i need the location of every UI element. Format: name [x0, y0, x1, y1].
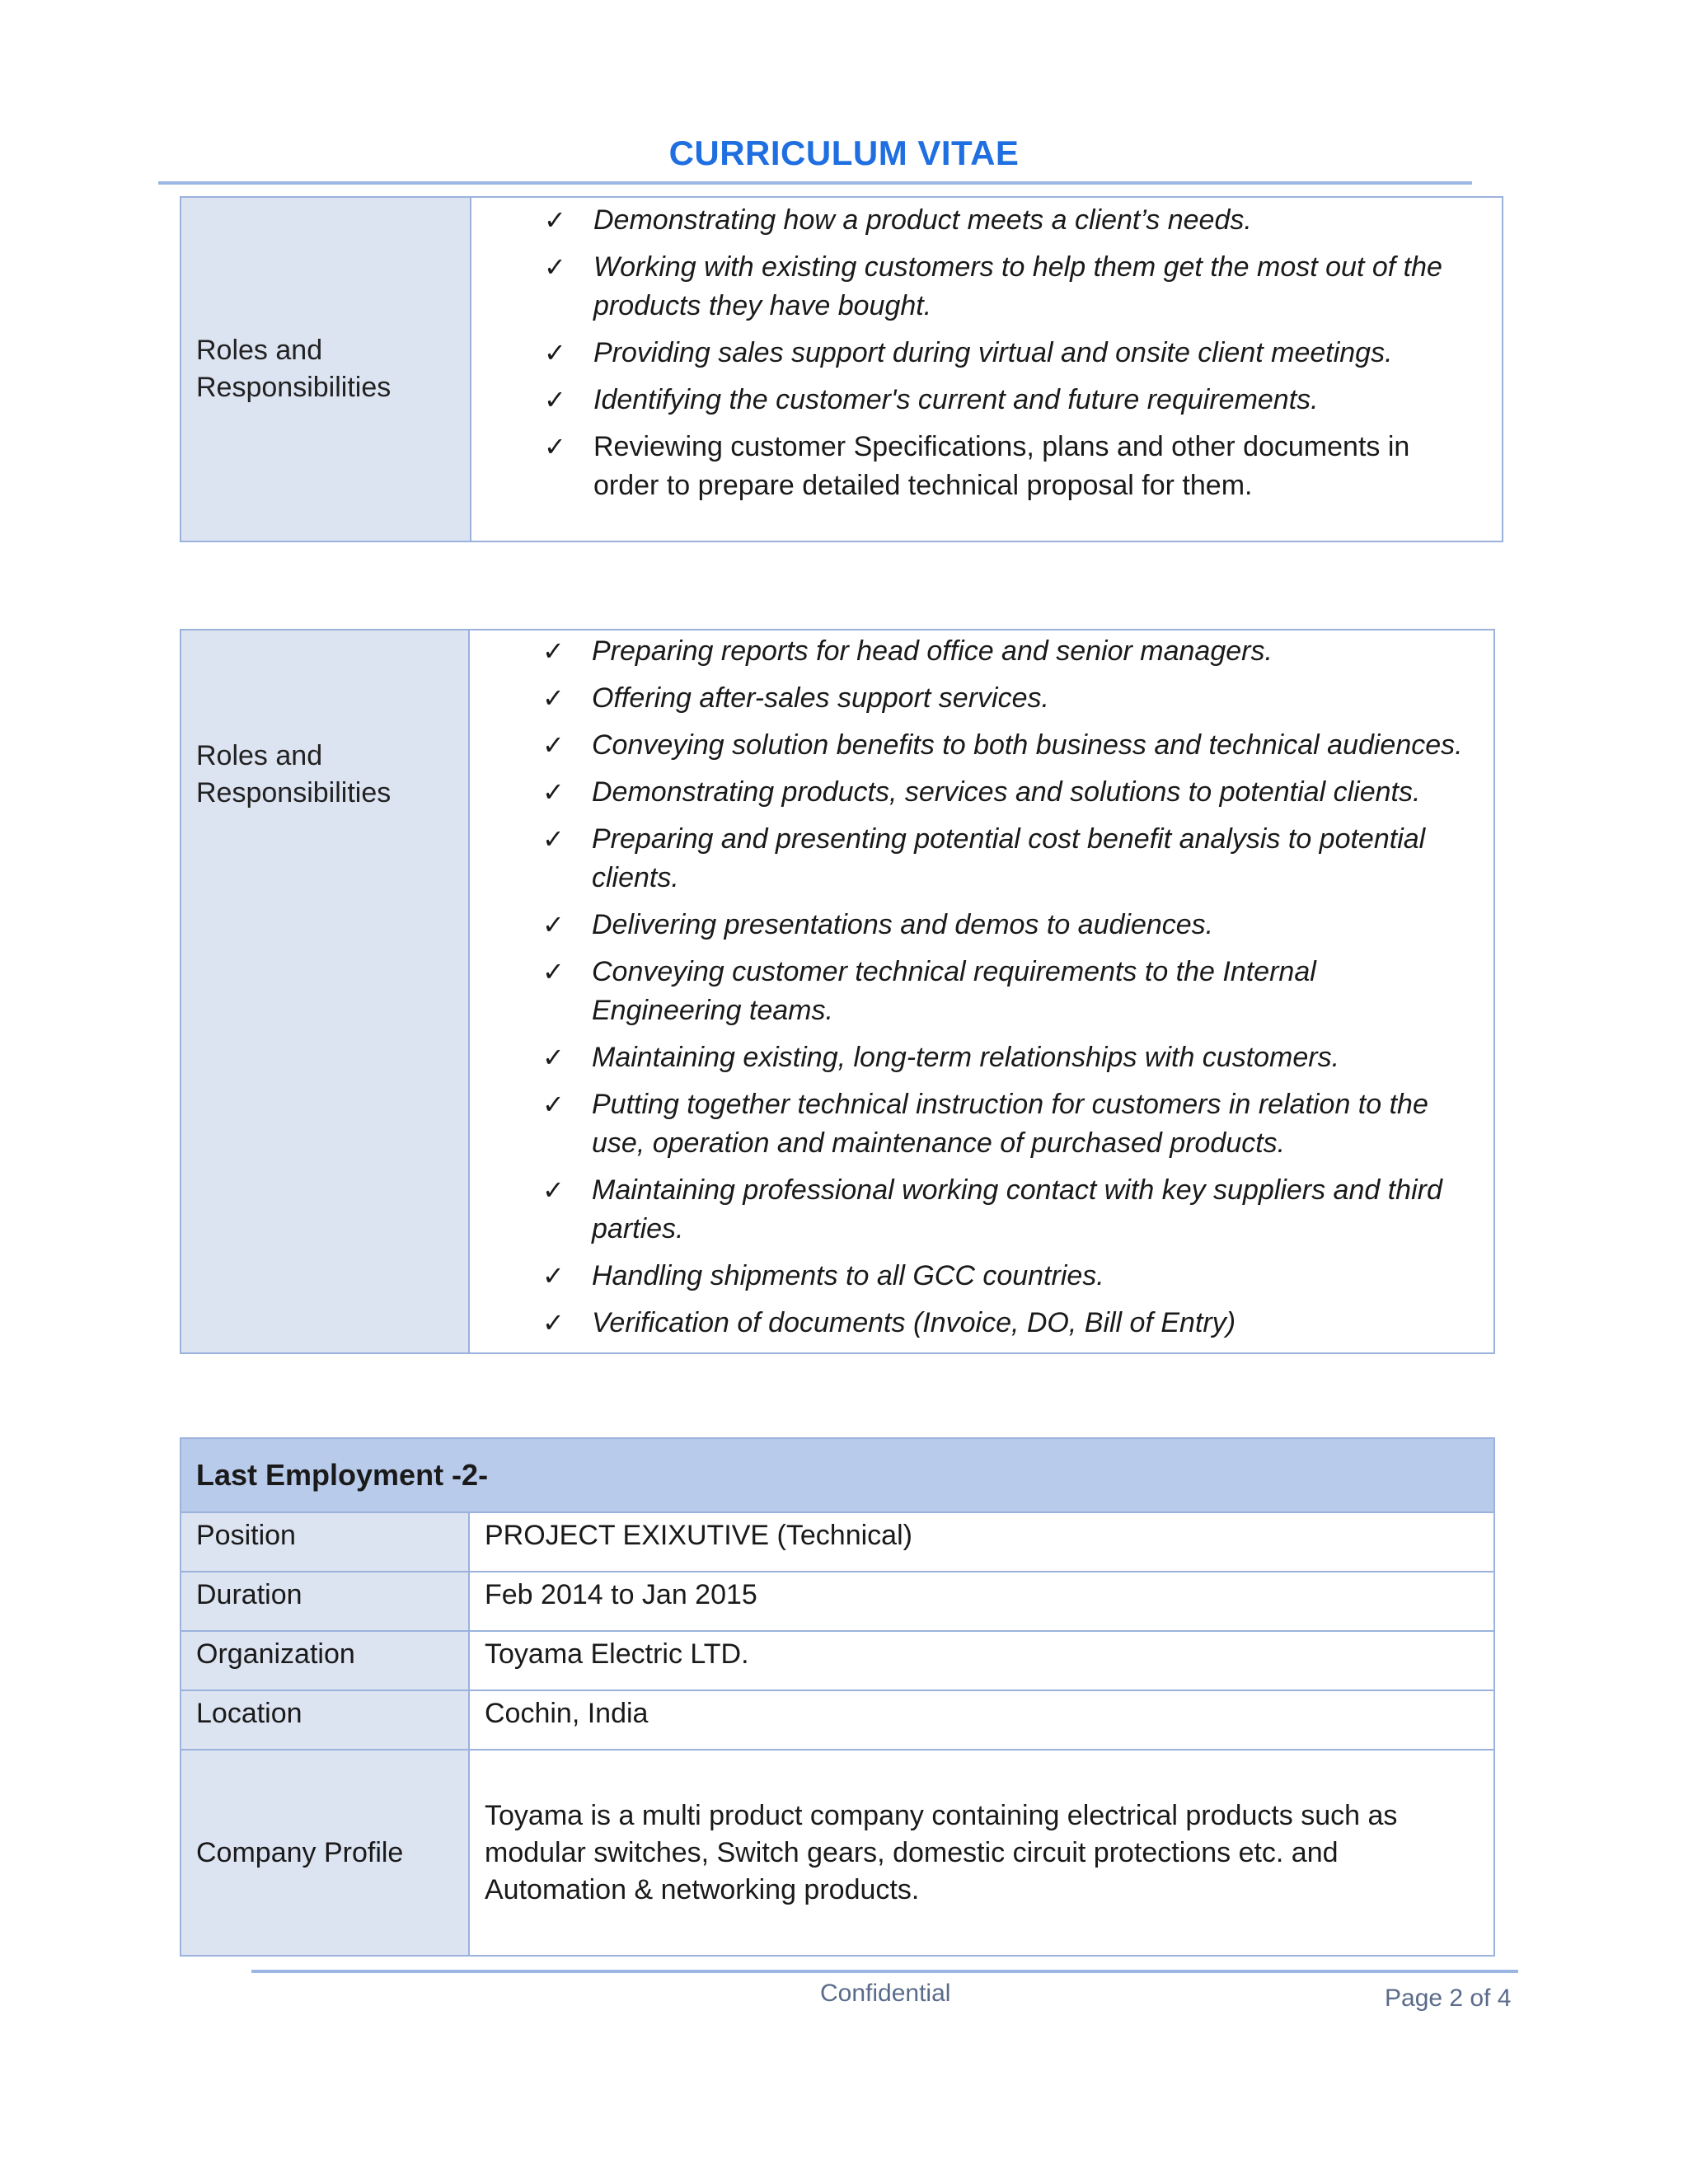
employment-heading: Last Employment -2-	[181, 1438, 1494, 1512]
position-label: Position	[181, 1512, 469, 1572]
list-item: ✓ Conveying solution benefits to both business and technical audiences.	[485, 726, 1479, 765]
company-profile-value: Toyama is a multi product company containing electrical products such as modular switches, Switch gears, domestic circuit protections etc. and Automation & networking products.	[469, 1750, 1494, 1956]
table-row	[181, 1631, 1494, 1690]
check-icon: ✓	[542, 1043, 565, 1072]
roles-label: Roles and Responsibilities	[181, 197, 471, 541]
check-icon: ✓	[542, 1261, 565, 1291]
list-item: ✓ Working with existing customers to help them get the most out of the products they have bought.	[486, 248, 1487, 326]
check-icon: ✓	[542, 1308, 565, 1338]
list-item: ✓ Preparing reports for head office and senior managers.	[485, 632, 1479, 671]
page-title: CURRICULUM VITAE	[668, 134, 1020, 172]
check-icon: ✓	[544, 252, 566, 282]
list-item: ✓ Delivering presentations and demos to audiences.	[485, 906, 1479, 944]
table-row	[181, 1512, 1494, 1572]
responsibilities-list	[485, 632, 1479, 1343]
location-value: Cochin, India	[469, 1690, 1494, 1750]
check-icon: ✓	[542, 910, 565, 940]
list-item: ✓ Conveying customer technical requirements to the Internal Engineering teams.	[485, 953, 1479, 1030]
check-icon: ✓	[544, 338, 566, 368]
list-item: ✓ Maintaining existing, long-term relationships with customers.	[485, 1038, 1479, 1077]
check-icon: ✓	[542, 777, 565, 807]
check-icon: ✓	[542, 957, 565, 987]
roles-list-cell	[469, 630, 1494, 1353]
check-icon: ✓	[542, 636, 565, 666]
roles-list-cell	[471, 197, 1503, 541]
roles-table-2	[180, 629, 1495, 1354]
title-divider	[158, 181, 1472, 185]
organization-value: Toyama Electric LTD.	[469, 1631, 1494, 1690]
list-item: ✓ Reviewing customer Specifications, plans and other documents in order to prepare detailed technical proposal for them.	[486, 428, 1487, 505]
list-item: ✓ Providing sales support during virtual and onsite client meetings.	[486, 334, 1487, 373]
check-icon: ✓	[542, 1175, 565, 1205]
check-icon: ✓	[544, 205, 566, 235]
organization-label: Organization	[181, 1631, 469, 1690]
duration-value: Feb 2014 to Jan 2015	[469, 1572, 1494, 1631]
list-item: ✓ Maintaining professional working contact with key suppliers and third parties.	[485, 1171, 1479, 1249]
footer-divider	[251, 1970, 1518, 1973]
list-item: ✓ Demonstrating how a product meets a client’s needs.	[486, 201, 1487, 240]
duration-label: Duration	[181, 1572, 469, 1631]
check-icon: ✓	[542, 683, 565, 713]
check-icon: ✓	[542, 730, 565, 760]
check-icon: ✓	[542, 824, 565, 854]
table-row	[181, 1690, 1494, 1750]
list-item: ✓ Handling shipments to all GCC countries.	[485, 1257, 1479, 1296]
responsibilities-list	[486, 201, 1487, 505]
list-item: ✓ Offering after-sales support services.	[485, 679, 1479, 718]
list-item: ✓ Putting together technical instruction for customers in relation to the use, operation and maintenance of purchased products.	[485, 1085, 1479, 1163]
company-profile-label: Company Profile	[181, 1750, 469, 1956]
check-icon: ✓	[544, 385, 566, 415]
roles-table-1	[180, 196, 1503, 542]
table-row	[181, 1572, 1494, 1631]
list-item: ✓ Demonstrating products, services and solutions to potential clients.	[485, 773, 1479, 812]
position-value: PROJECT EXIXUTIVE (Technical)	[469, 1512, 1494, 1572]
check-icon: ✓	[542, 1090, 565, 1119]
list-item: ✓ Verification of documents (Invoice, DO, Bill of Entry)	[485, 1304, 1479, 1343]
list-item: ✓ Identifying the customer's current and future requirements.	[486, 381, 1487, 419]
check-icon: ✓	[544, 432, 566, 462]
table-row	[181, 1750, 1494, 1956]
location-label: Location	[181, 1690, 469, 1750]
list-item: ✓ Preparing and presenting potential cost benefit analysis to potential clients.	[485, 820, 1479, 898]
roles-label: Roles and Responsibilities	[181, 630, 469, 1353]
page-number: Page 2 of 4	[1385, 1985, 1512, 2012]
employment-table	[180, 1437, 1495, 1957]
footer-confidential: Confidential	[820, 1980, 951, 2007]
